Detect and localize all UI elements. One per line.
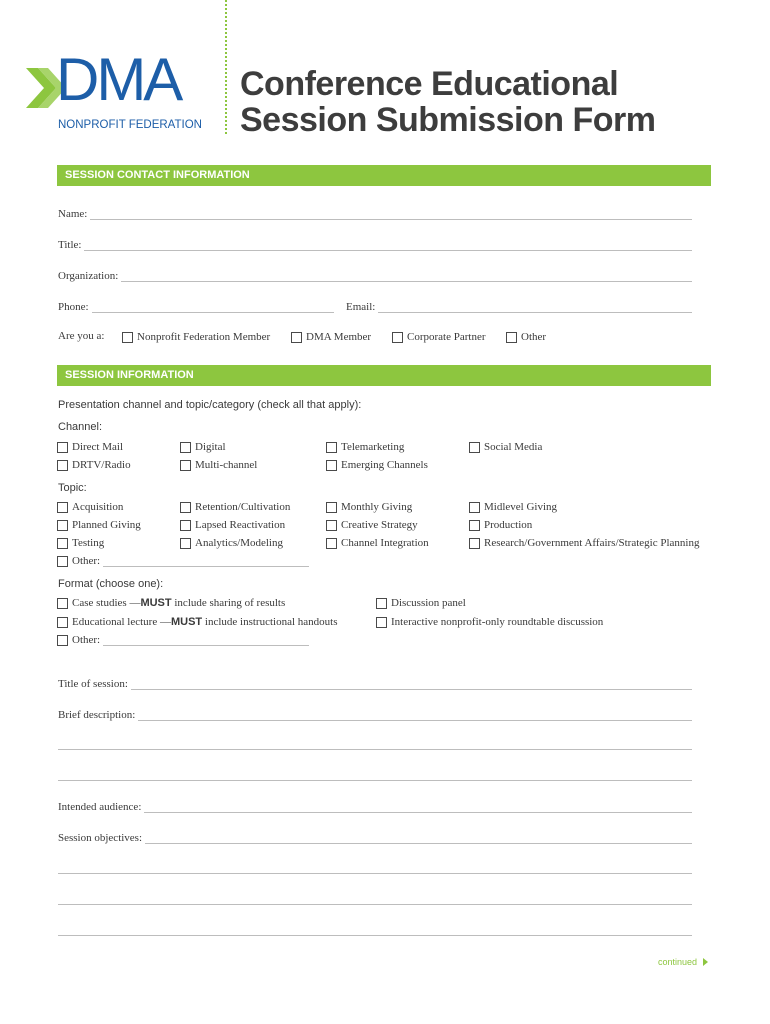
instruction-text: Presentation channel and topic/category (check all that apply): (58, 399, 362, 411)
channel-drtv-radio-checkbox[interactable]: DRTV/Radio (57, 458, 131, 472)
format-lecture-radio[interactable]: Educational lecture — MUST include instructional handouts (57, 615, 337, 629)
session-section-heading: SESSION INFORMATION (57, 365, 711, 386)
are-you-label: Are you a: (58, 330, 105, 342)
topic-other-checkbox[interactable]: Other: (57, 554, 309, 568)
description-line[interactable] (58, 780, 692, 781)
format-roundtable-radio[interactable]: Interactive nonprofit-only roundtable discussion (376, 615, 603, 629)
logo-subtitle: NONPROFIT FEDERATION (58, 119, 202, 131)
header-divider (225, 0, 227, 134)
topic-lapsed-reactivation-checkbox[interactable]: Lapsed Reactivation (180, 518, 285, 532)
format-other-radio[interactable]: Other: (57, 633, 309, 647)
continued-label: continued (658, 957, 698, 967)
page-title: Conference Educational Session Submission Form (240, 65, 656, 139)
role-other-checkbox[interactable]: Other (506, 330, 546, 344)
topic-label: Topic: (58, 482, 87, 494)
topic-other-input[interactable] (103, 556, 309, 567)
objectives-line[interactable] (58, 935, 692, 936)
continued-indicator (658, 957, 708, 967)
organization-field[interactable]: Organization: (58, 268, 692, 282)
topic-research-checkbox[interactable]: Research/Government Affairs/Strategic Planning (469, 536, 699, 550)
intended-audience-field[interactable]: Intended audience: (58, 799, 692, 813)
session-objectives-field[interactable]: Session objectives: (58, 830, 692, 844)
topic-monthly-giving-checkbox[interactable]: Monthly Giving (326, 500, 412, 514)
role-nonprofit-member-checkbox[interactable]: Nonprofit Federation Member (122, 330, 270, 344)
channel-emerging-channels-checkbox[interactable]: Emerging Channels (326, 458, 428, 472)
role-dma-member-checkbox[interactable]: DMA Member (291, 330, 371, 344)
format-label: Format (choose one): (58, 578, 164, 590)
dma-logo (26, 46, 216, 140)
logo-wordmark: DMA (56, 46, 181, 113)
objectives-line[interactable] (58, 904, 692, 905)
channel-telemarketing-checkbox[interactable]: Telemarketing (326, 440, 404, 454)
session-title-field[interactable]: Title of session: (58, 676, 692, 690)
phone-field[interactable]: Phone: (58, 299, 334, 313)
topic-planned-giving-checkbox[interactable]: Planned Giving (57, 518, 141, 532)
topic-midlevel-giving-checkbox[interactable]: Midlevel Giving (469, 500, 557, 514)
topic-channel-integration-checkbox[interactable]: Channel Integration (326, 536, 429, 550)
email-field[interactable]: Email: (346, 299, 692, 313)
topic-analytics-checkbox[interactable]: Analytics/Modeling (180, 536, 283, 550)
role-corporate-partner-checkbox[interactable]: Corporate Partner (392, 330, 486, 344)
channel-direct-mail-checkbox[interactable]: Direct Mail (57, 440, 123, 454)
channel-multi-channel-checkbox[interactable]: Multi-channel (180, 458, 257, 472)
brief-description-field[interactable]: Brief description: (58, 707, 692, 721)
format-other-input[interactable] (103, 635, 309, 646)
description-line[interactable] (58, 749, 692, 750)
format-case-studies-radio[interactable]: Case studies — MUST include sharing of results (57, 596, 285, 610)
topic-production-checkbox[interactable]: Production (469, 518, 532, 532)
name-field[interactable]: Name: (58, 206, 692, 220)
title-field[interactable]: Title: (58, 237, 692, 251)
channel-digital-checkbox[interactable]: Digital (180, 440, 226, 454)
objectives-line[interactable] (58, 873, 692, 874)
channel-label: Channel: (58, 421, 103, 433)
topic-testing-checkbox[interactable]: Testing (57, 536, 104, 550)
contact-section-heading: SESSION CONTACT INFORMATION (57, 165, 711, 186)
topic-retention-checkbox[interactable]: Retention/Cultivation (180, 500, 290, 514)
topic-creative-strategy-checkbox[interactable]: Creative Strategy (326, 518, 418, 532)
topic-acquisition-checkbox[interactable]: Acquisition (57, 500, 123, 514)
arrow-right-icon (703, 958, 708, 966)
format-discussion-panel-radio[interactable]: Discussion panel (376, 596, 466, 610)
channel-social-media-checkbox[interactable]: Social Media (469, 440, 542, 454)
